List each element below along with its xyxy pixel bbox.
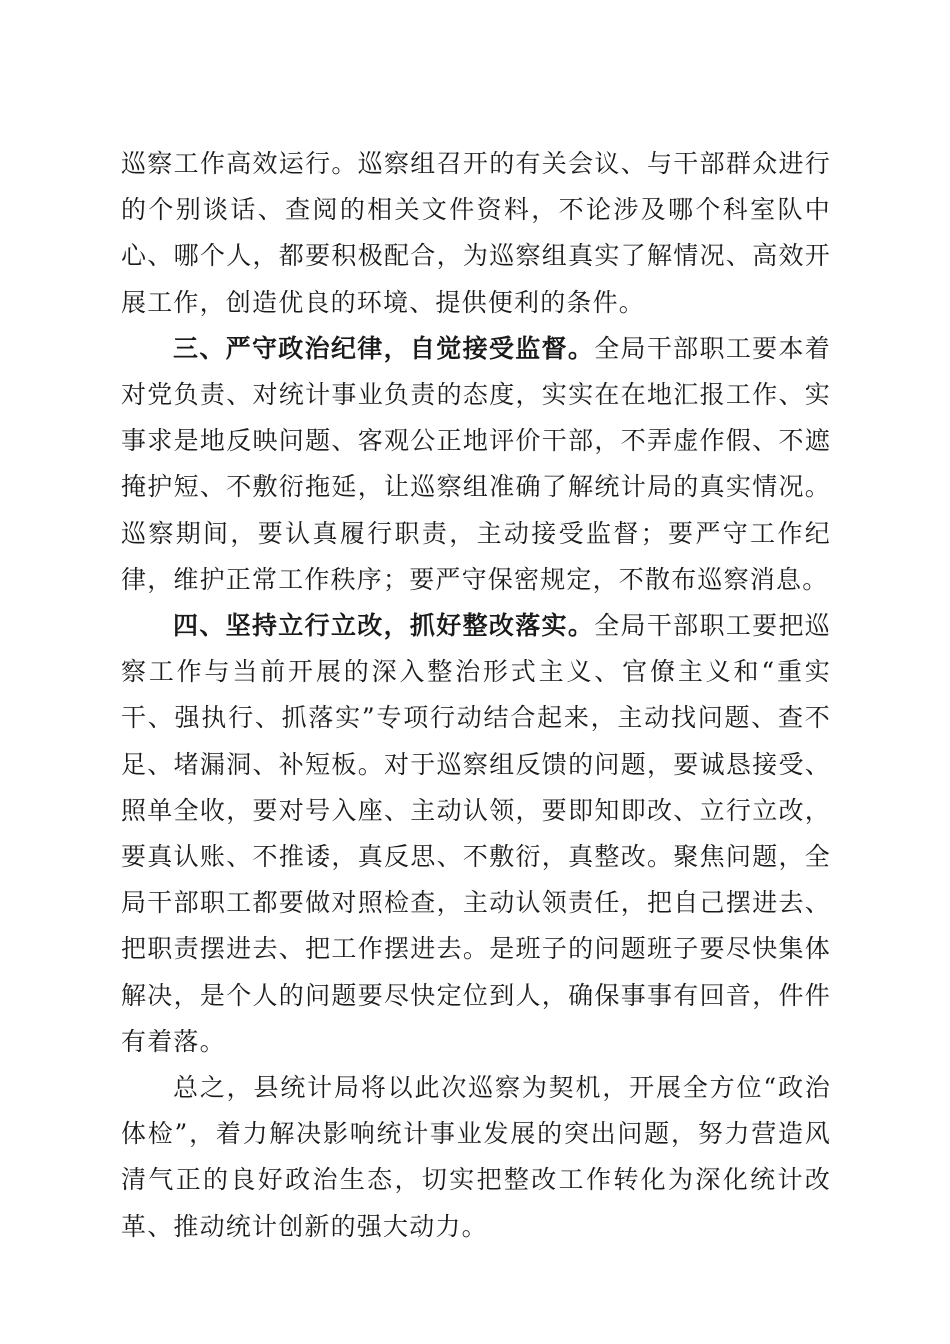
paragraph-continuation: [121, 141, 831, 326]
paragraph-section-three: [121, 326, 831, 603]
paragraph-body: 全局干部职工要把巡察工作与当前开展的深入整治形式主义、官僚主义和“重实干、强执行、抓落实”专项行动结合起来，主动找问题、查不足、堵漏洞、补短板。对于巡察组反馈的问题，要诚恳接受、照单全收，要对号入座、主动认领，要即知即改、立行立改，要真认账、不推诿，真反思、不敷衍，真整改。聚焦问题，全局干部职工都要做对照检查，主动认领责任，把自己摆进去、把职责摆进去、把工作摆进去。是班子的问题班子要尽快集体解决，是个人的问题要尽快定位到人，确保事事有回音，件件有着落。: [121, 611, 831, 1056]
document-page: [121, 141, 831, 1250]
paragraph-body: 全局干部职工要本着对党负责、对统计事业负责的态度，实实在在地汇报工作、实事求是地反映问题、客观公正地评价干部，不弄虚作假、不遮掩护短、不敷衍拖延，让巡察组准确了解统计局的真实情况。巡察期间，要认真履行职责，主动接受监督；要严守工作纪律，维护正常工作秩序；要严守保密规定，不散布巡察消息。: [121, 333, 831, 594]
paragraph-body: 巡察工作高效运行。巡察组召开的有关会议、与干部群众进行的个别谈话、查阅的相关文件资料，不论涉及哪个科室队中心、哪个人，都要积极配合，为巡察组真实了解情况、高效开展工作，创造优良的环境、提供便利的条件。: [121, 149, 831, 317]
paragraph-conclusion: [121, 1065, 831, 1250]
section-three-heading: 三、严守政治纪律，自觉接受监督。: [173, 333, 595, 363]
paragraph-section-four: [121, 603, 831, 1065]
paragraph-body: 总之，县统计局将以此次巡察为契机，开展全方位“政治体检”，着力解决影响统计事业发展的突出问题，努力营造风清气正的良好政治生态，切实把整改工作转化为深化统计改革、推动统计创新的强大动力。: [121, 1073, 831, 1241]
section-four-heading: 四、坚持立行立改，抓好整改落实。: [173, 611, 595, 641]
